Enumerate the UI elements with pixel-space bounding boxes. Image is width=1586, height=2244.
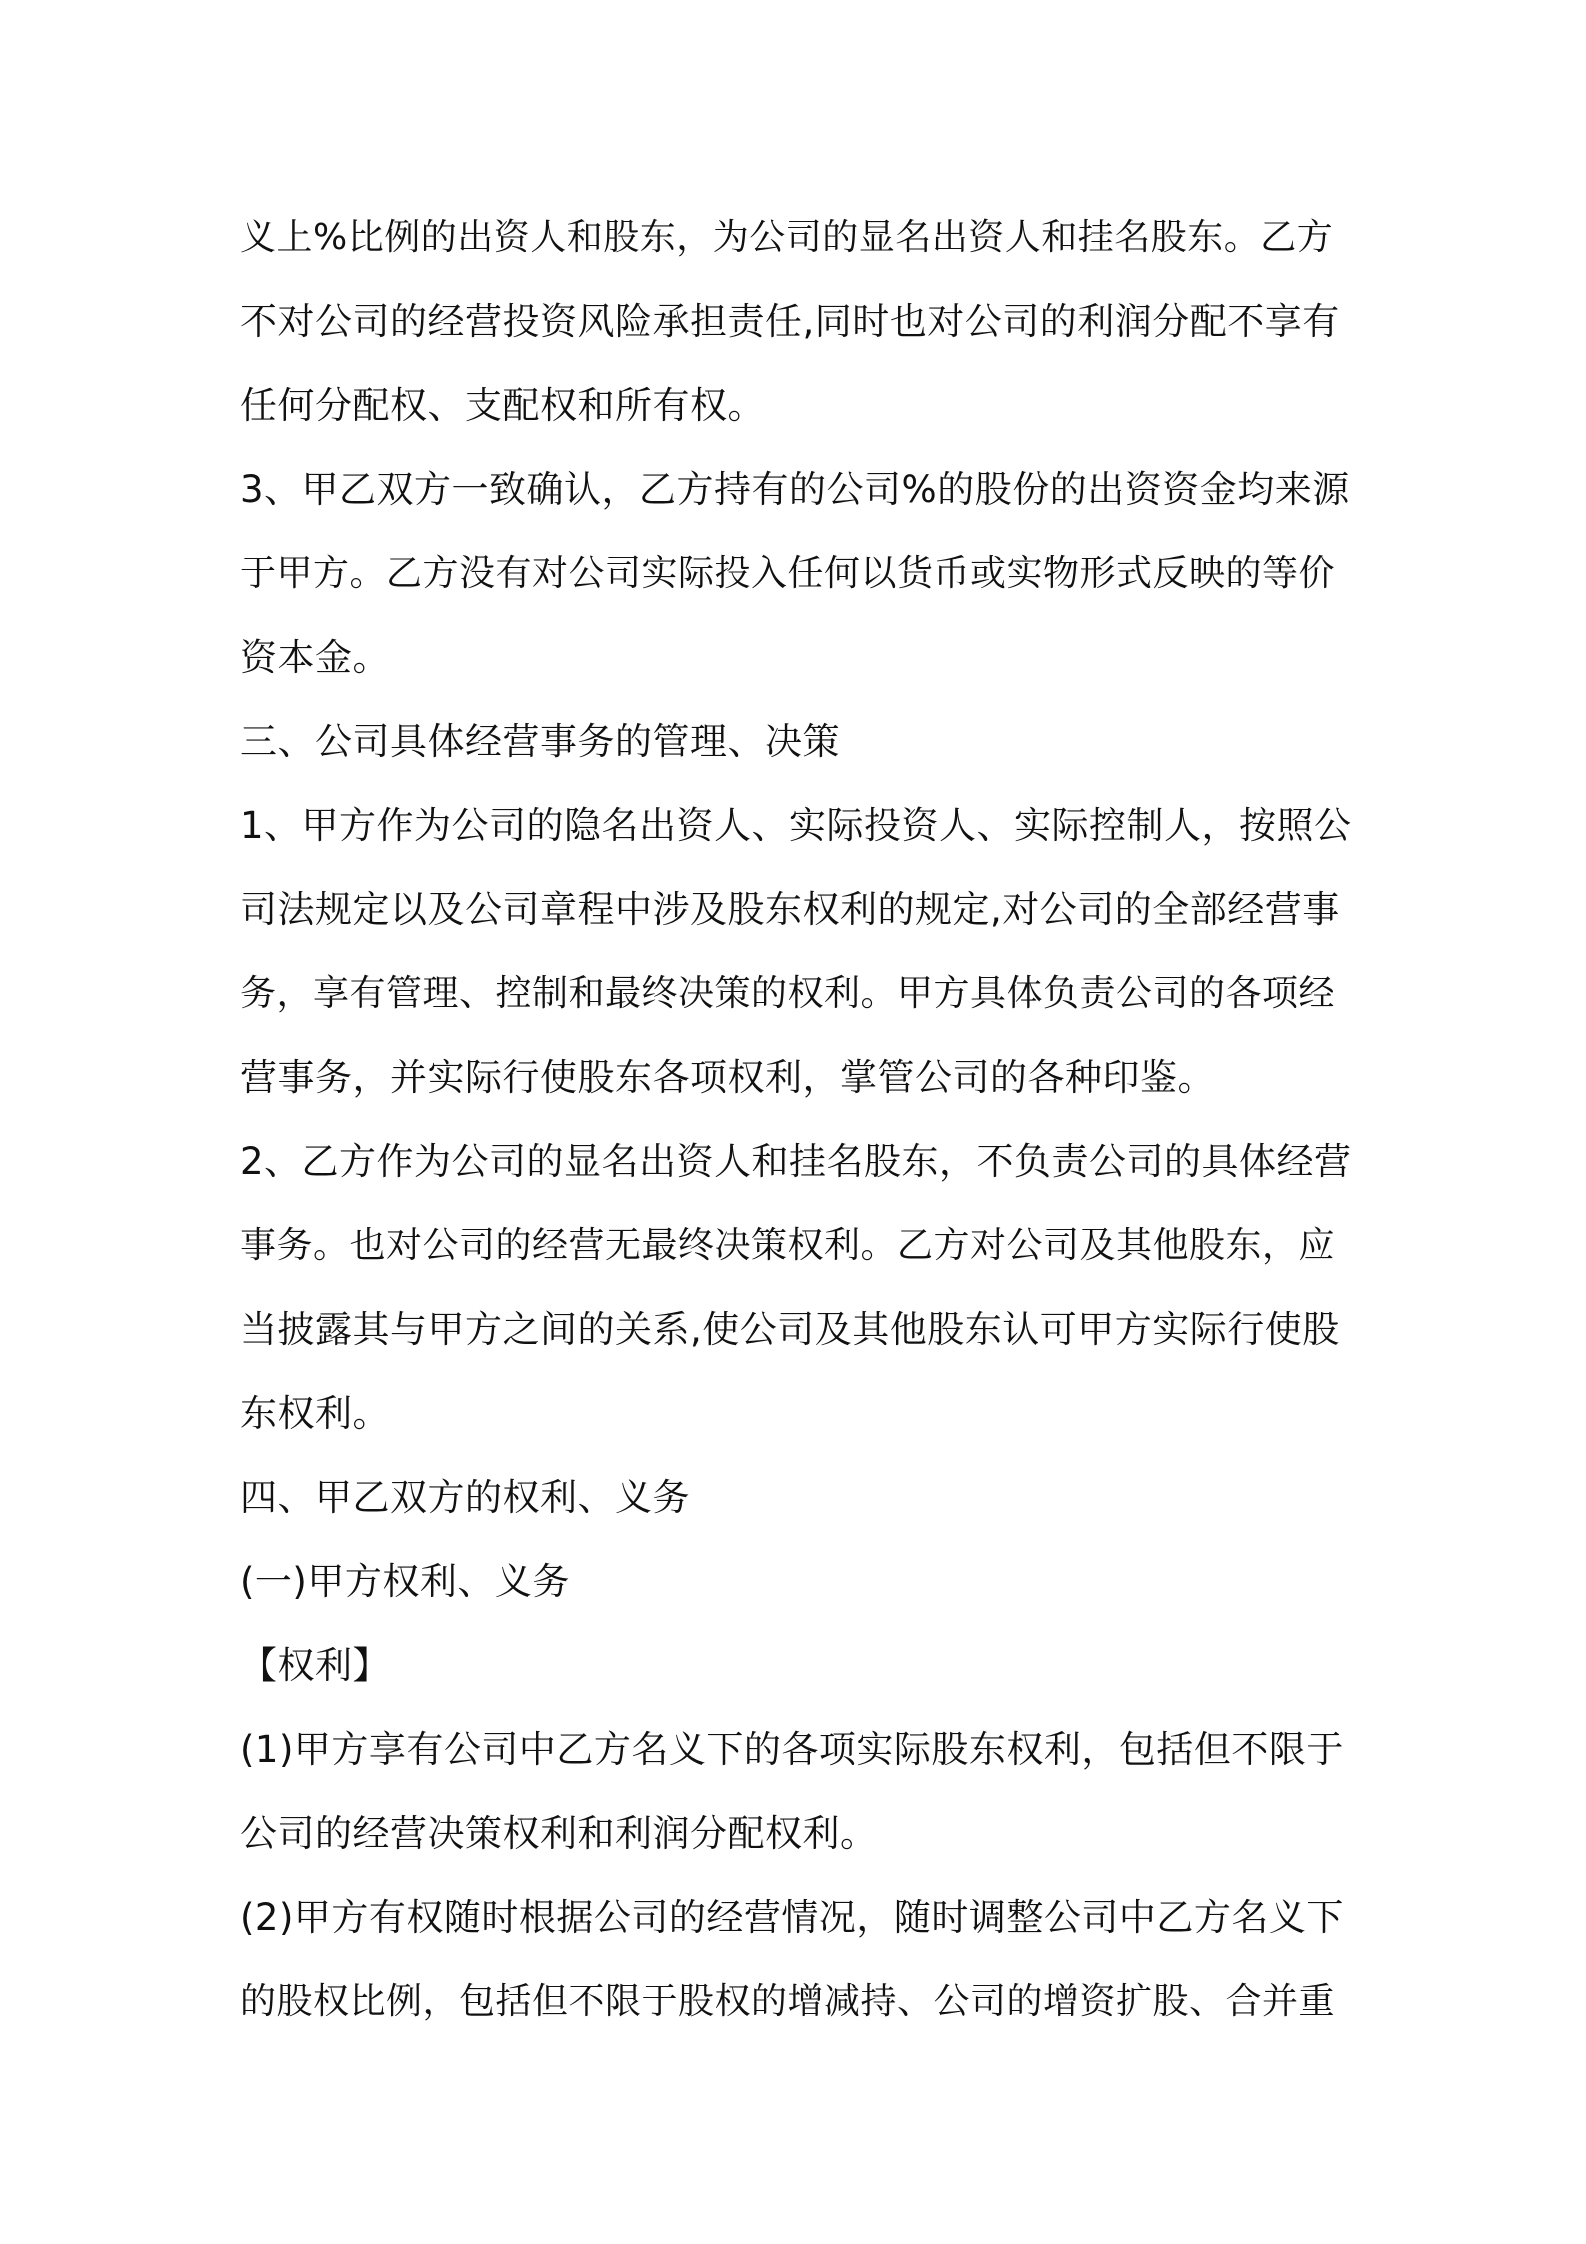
text-line: 事务。也对公司的经营无最终决策权利。乙方对公司及其他股东，应 xyxy=(240,1225,1336,1266)
text-line: 务，享有管理、控制和最终决策的权利。甲方具体负责公司的各项经 xyxy=(240,973,1336,1014)
text-line: 东权利。 xyxy=(240,1392,390,1435)
bracket-label: 【权利】 xyxy=(240,1644,390,1687)
subsection-heading: (一)甲方权利、义务 xyxy=(240,1560,570,1603)
text-line: 不对公司的经营投资风险承担责任,同时也对公司的利润分配不享有 xyxy=(240,300,1340,343)
text-line: 当披露其与甲方之间的关系,使公司及其他股东认可甲方实际行使股 xyxy=(240,1308,1340,1351)
text-line: 司法规定以及公司章程中涉及股东权利的规定,对公司的全部经营事 xyxy=(240,888,1340,931)
document-body xyxy=(240,196,1360,2044)
text-line: 3、甲乙双方一致确认，乙方持有的公司%的股份的出资资金均来源 xyxy=(240,468,1350,511)
text-line: 义上%比例的出资人和股东，为公司的显名出资人和挂名股东。乙方 xyxy=(240,217,1334,258)
text-line: 营事务，并实际行使股东各项权利，掌管公司的各种印鉴。 xyxy=(240,1056,1215,1099)
text-line: 于甲方。乙方没有对公司实际投入任何以货币或实物形式反映的等价 xyxy=(240,553,1336,594)
section-heading: 四、甲乙双方的权利、义务 xyxy=(240,1476,690,1519)
text-line: 任何分配权、支配权和所有权。 xyxy=(240,384,765,427)
text-line: 资本金。 xyxy=(240,636,390,679)
section-heading: 三、公司具体经营事务的管理、决策 xyxy=(240,720,840,763)
text-line: (1)甲方享有公司中乙方名义下的各项实际股东权利，包括但不限于 xyxy=(240,1728,1344,1771)
text-line: 的股权比例，包括但不限于股权的增减持、公司的增资扩股、合并重 xyxy=(240,1981,1336,2022)
text-line: 公司的经营决策权利和利润分配权利。 xyxy=(240,1812,878,1855)
text-line: 1、甲方作为公司的隐名出资人、实际投资人、实际控制人，按照公 xyxy=(240,804,1352,847)
text-line: (2)甲方有权随时根据公司的经营情况，随时调整公司中乙方名义下 xyxy=(240,1896,1344,1939)
text-line: 2、乙方作为公司的显名出资人和挂名股东，不负责公司的具体经营 xyxy=(240,1140,1352,1183)
